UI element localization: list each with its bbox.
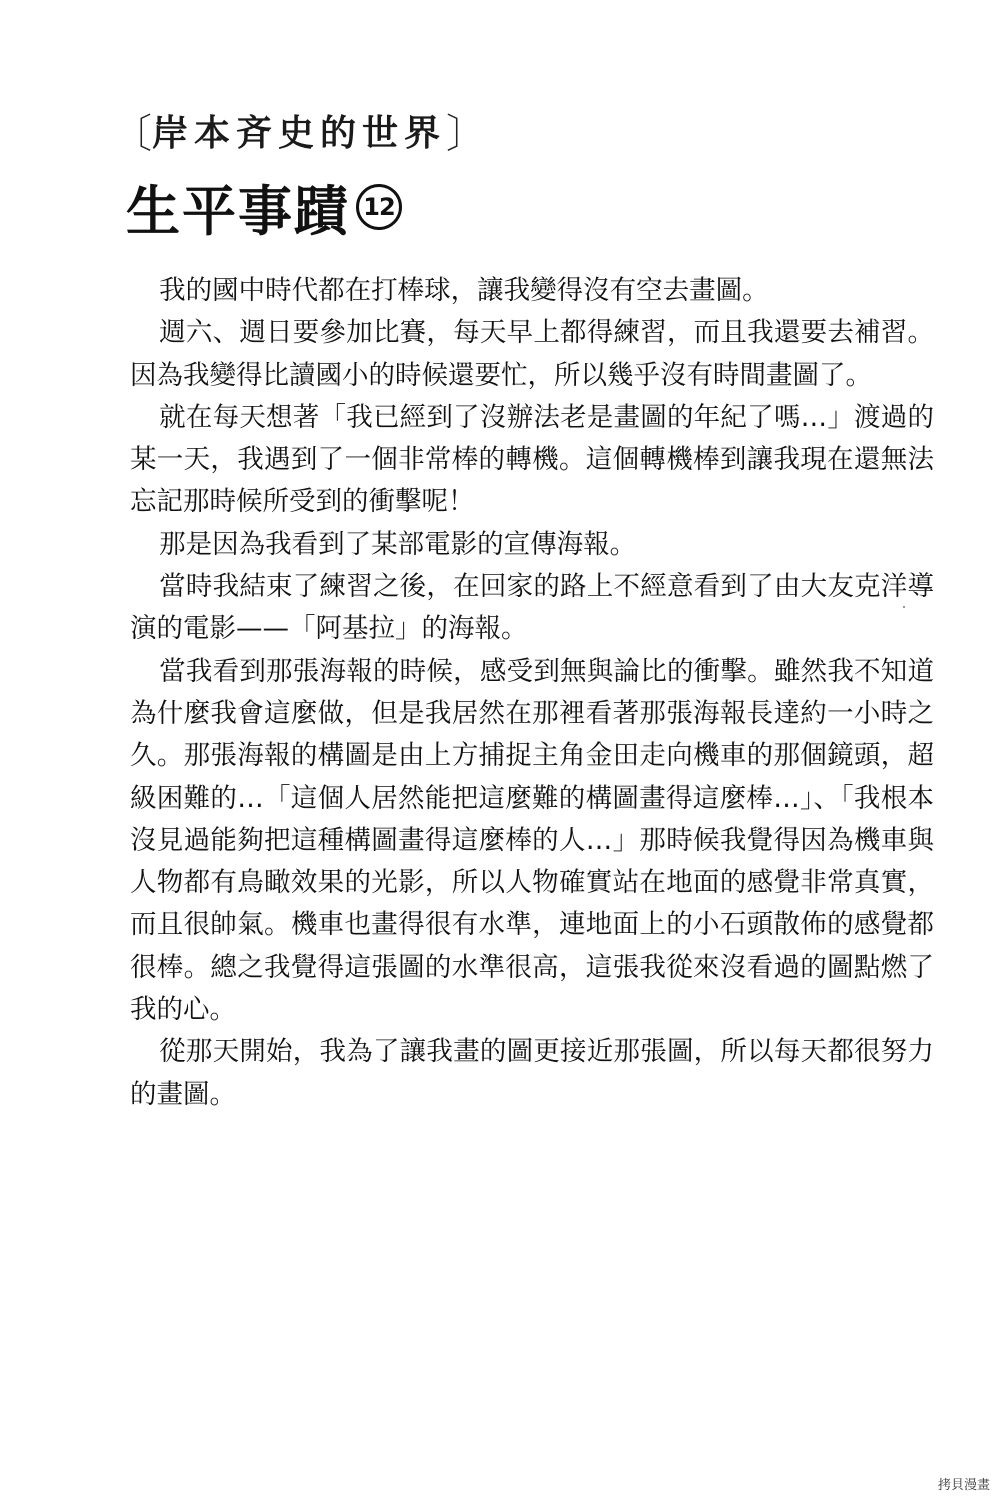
paragraph: 當時我結束了練習之後，在回家的路上不經意看到了由大友克洋導演的電影——「阿基拉」的海報。: [130, 571, 934, 645]
scan-speck: [903, 606, 905, 608]
series-header: [112, 100, 486, 160]
watermark-text: 拷貝漫畫: [935, 1473, 993, 1494]
paragraph: 那是因為我看到了某部電影的宣傳海報。: [159, 528, 637, 560]
header-bracket-open: 〔: [112, 110, 152, 157]
paragraph: 我的國中時代都在打棒球，讓我變得沒有空去畫圖。: [159, 275, 769, 306]
paragraph: 就在每天想著「我已經到了沒辦法老是畫圖的年紀了嗎…」渡過的某一天，我遇到了一個非常棒的轉機。這個轉機棒到讓我現在還無法忘記那時候所受到的衝擊呢！: [130, 401, 934, 518]
chapter-heading: [126, 172, 402, 242]
body-text: [130, 270, 934, 1116]
chapter-number-circle: 12: [356, 184, 402, 230]
paragraph: 週六、週日要參加比賽，每天早上都得練習，而且我還要去補習。因為我變得比讀國小的時候還要忙，所以幾乎沒有時間畫圖了。: [130, 317, 934, 391]
chapter-title: 生平事蹟: [126, 179, 350, 243]
header-bracket-close: 〕: [446, 110, 487, 157]
paragraph: 從那天開始，我為了讓我畫的圖更接近那張圖，所以每天都很努力的畫圖。: [130, 1036, 934, 1110]
series-title: 岸本斉史的世界: [152, 111, 447, 154]
paragraph: 當我看到那張海報的時候，感受到無與論比的衝擊。雖然我不知道為什麼我會這麼做，但是我居然在那裡看著那張海報長達約一小時之久。那張海報的構圖是由上方捕捉主角金田走向機車的那個鏡頭，超級困難的…「這個人居然能把這麼難的構圖畫得這麼棒…」、「我根本沒見過能夠把這種構圖畫得這麼棒的人…」那時候我覺得因為機車與人物都有鳥瞰效果的光影，所以人物確實站在地面的感覺非常真實，而且很帥氣。機車也畫得很有水準，連地面上的小石頭散佈的感覺都很棒。總之我覺得這張圖的水準很高，這張我從來沒看過的圖點燃了我的心。: [130, 655, 934, 1026]
